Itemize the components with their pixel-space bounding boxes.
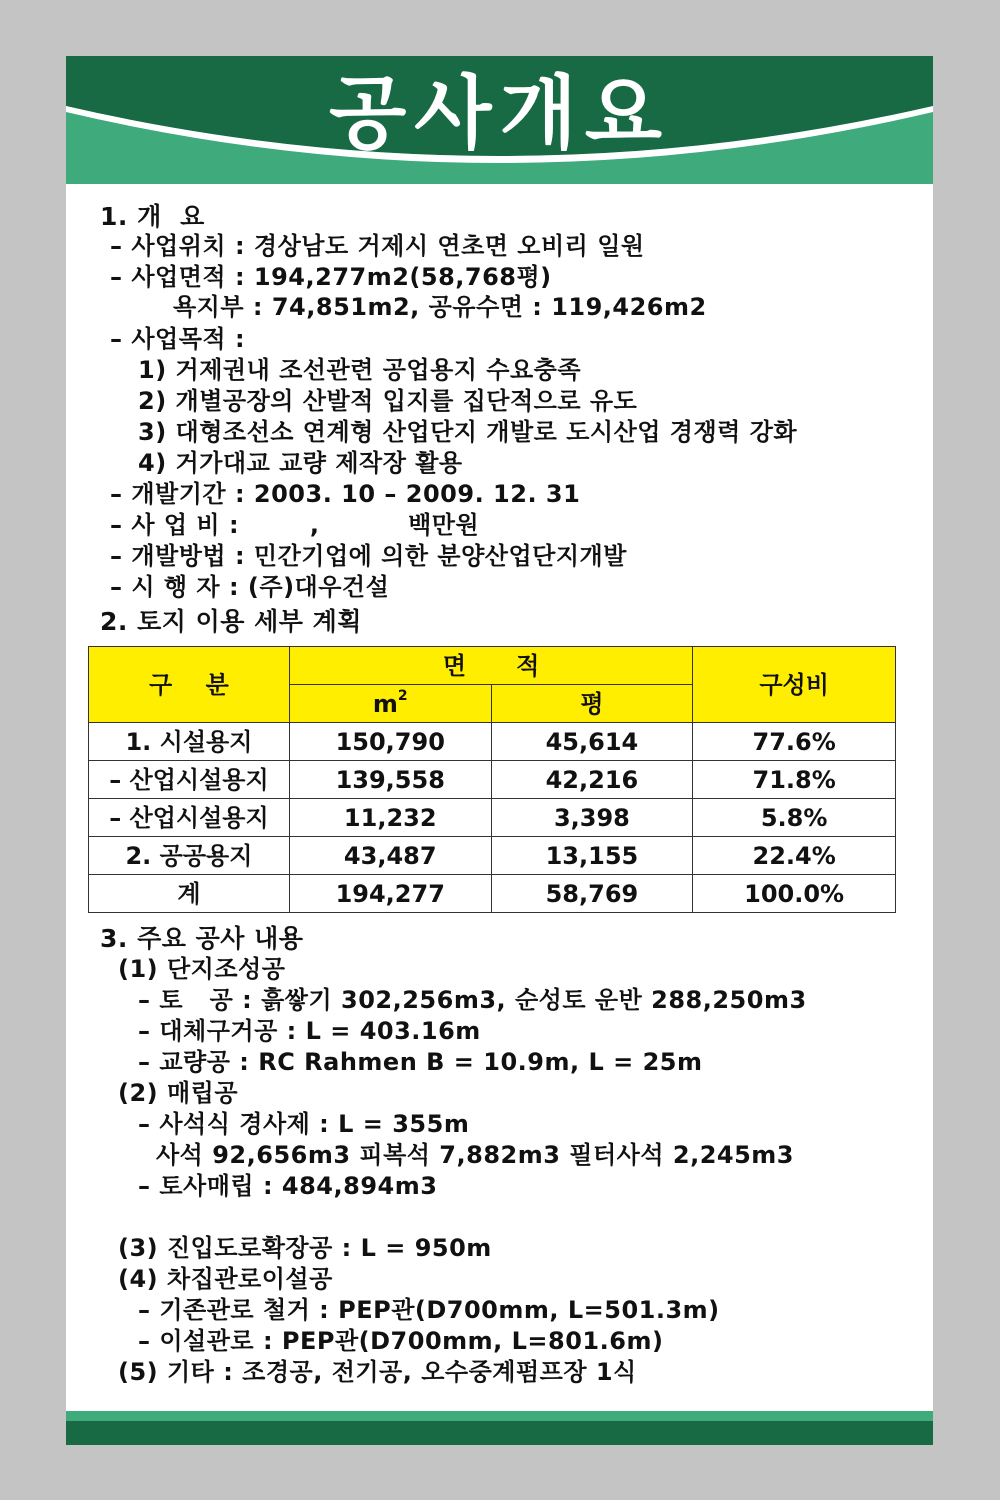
- line-3-breakwater: – 사석식 경사제 : L = 355m: [138, 1110, 470, 1138]
- line-3-stones: 사석 92,656m3 피복석 7,882m3 필터사석 2,245m3: [156, 1141, 794, 1169]
- page-title: 공사개요: [328, 67, 671, 160]
- line-purpose: – 사업목적 :: [110, 325, 246, 353]
- line-3-culvert: – 대체구거공 : L = 403.16m: [138, 1017, 481, 1045]
- header-pyeong: 평: [491, 685, 693, 723]
- line-period: – 개발기간 : 2003. 10 – 2009. 12. 31: [110, 480, 581, 508]
- land-use-table: [88, 646, 896, 913]
- line-purpose-1: 1) 거제권내 조선관련 공업용지 수요충족: [138, 356, 582, 384]
- row-ratio: 22.4%: [693, 837, 896, 875]
- header-m2-sup: 2: [397, 687, 408, 704]
- line-site-area-detail: 욕지부 : 74,851m2, 공유수면 : 119,426m2: [173, 293, 707, 321]
- line-3-1: (1) 단지조성공: [118, 955, 286, 983]
- row-name: 계: [89, 875, 290, 913]
- row-m2: 43,487: [289, 837, 491, 875]
- row-m2: 11,232: [289, 799, 491, 837]
- footer-stripe-light: [66, 1411, 933, 1421]
- line-3-5: (5) 기타 : 조경공, 전기공, 오수중계펌프장 1식: [118, 1358, 637, 1386]
- header-area: 면 적: [289, 647, 692, 685]
- header-m2-unit: m: [372, 689, 398, 718]
- table-row: [89, 799, 896, 837]
- line-purpose-3: 3) 대형조선소 연계형 산업단지 개발로 도시산업 경쟁력 강화: [138, 418, 798, 446]
- row-name: 2. 공공용지: [89, 837, 290, 875]
- line-3-earthwork: – 토 공 : 흙쌓기 302,256m3, 순성토 운반 288,250m3: [138, 986, 807, 1014]
- header-m2: [289, 685, 491, 723]
- line-budget: – 사 업 비 : , 백만원: [110, 511, 480, 539]
- line-method: – 개발방법 : 민간기업에 의한 분양산업단지개발: [110, 542, 627, 570]
- line-purpose-4: 4) 거가대교 교량 제작장 활용: [138, 449, 463, 477]
- row-pyeong: 45,614: [491, 723, 693, 761]
- row-name: – 산업시설용지: [89, 799, 290, 837]
- row-name: 1. 시설용지: [89, 723, 290, 761]
- row-pyeong: 3,398: [491, 799, 693, 837]
- table-row: [89, 875, 896, 913]
- row-ratio: 71.8%: [693, 761, 896, 799]
- row-ratio: 100.0%: [693, 875, 896, 913]
- row-m2: 150,790: [289, 723, 491, 761]
- header-category: 구 분: [89, 647, 290, 723]
- row-pyeong: 42,216: [491, 761, 693, 799]
- section3-heading: 3. 주요 공사 내용: [100, 924, 304, 953]
- row-name: – 산업시설용지: [89, 761, 290, 799]
- row-m2: 139,558: [289, 761, 491, 799]
- notice-board: [66, 56, 933, 1445]
- line-3-4: (4) 차집관로이설공: [118, 1265, 333, 1293]
- section2-heading: 2. 토지 이용 세부 계획: [100, 607, 362, 636]
- line-3-bridge: – 교량공 : RC Rahmen B = 10.9m, L = 25m: [138, 1048, 703, 1076]
- header-banner: [66, 56, 933, 184]
- line-site-area: – 사업면적 : 194,277m2(58,768평): [110, 263, 552, 291]
- footer-stripe-dark: [66, 1421, 933, 1445]
- row-pyeong: 13,155: [491, 837, 693, 875]
- line-3-pipe-relocate: – 이설관로 : PEP관(D700mm, L=801.6m): [138, 1327, 664, 1355]
- row-m2: 194,277: [289, 875, 491, 913]
- line-site-location: – 사업위치 : 경상남도 거제시 연초면 오비리 일원: [110, 232, 645, 260]
- header-ratio: 구성비: [693, 647, 896, 723]
- line-3-reclaim: – 토사매립 : 484,894m3: [138, 1172, 438, 1200]
- line-3-3: (3) 진입도로확장공 : L = 950m: [118, 1234, 492, 1262]
- row-pyeong: 58,769: [491, 875, 693, 913]
- row-ratio: 5.8%: [693, 799, 896, 837]
- table-header-row: [89, 647, 896, 685]
- line-operator: – 시 행 자 : (주)대우건설: [110, 573, 390, 601]
- section1-heading: 1. 개 요: [100, 202, 205, 231]
- row-ratio: 77.6%: [693, 723, 896, 761]
- line-3-2: (2) 매립공: [118, 1079, 239, 1107]
- table-row: [89, 723, 896, 761]
- table-row: [89, 837, 896, 875]
- table-row: [89, 761, 896, 799]
- line-purpose-2: 2) 개별공장의 산발적 입지를 집단적으로 유도: [138, 387, 638, 415]
- line-3-pipe-remove: – 기존관로 철거 : PEP관(D700mm, L=501.3m): [138, 1296, 720, 1324]
